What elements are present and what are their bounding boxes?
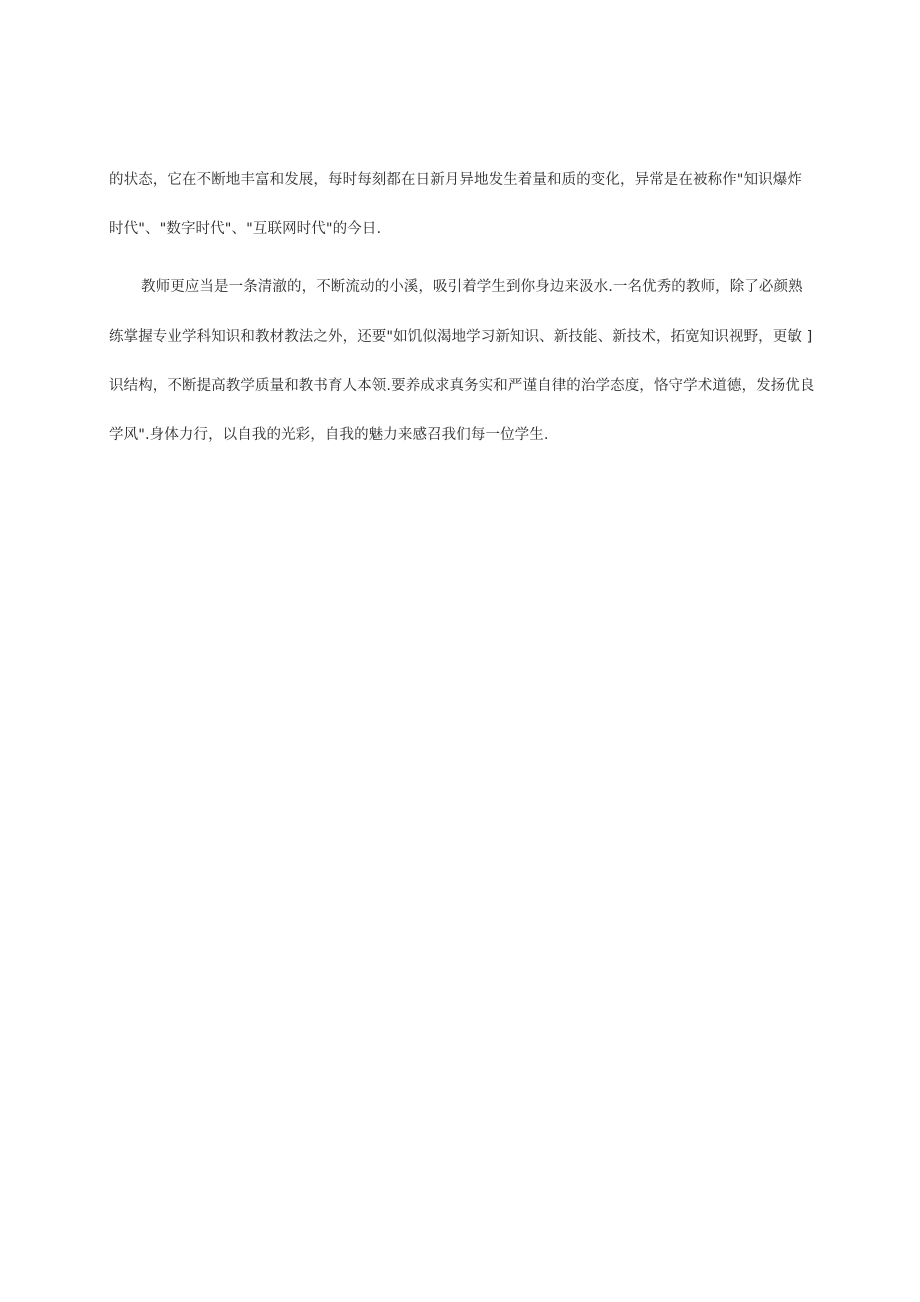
paragraph-1-line-1: 的状态，它在不断地丰富和发展，每时每刻都在日新月异地发生着量和质的变化，异常是在被称作"知识爆炸 (109, 172, 802, 188)
paragraph-2-line-2: 练掌握专业学科知识和教材教法之外，还要"如饥似渴地学习新知识、新技能、新技术，拓宽知识视野，更敏 ] (109, 329, 813, 345)
paragraph-2-line-3: 识结构，不断提高教学质量和教书育人本领.要养成求真务实和严谨自律的治学态度，恪守学术道德，发扬优良 (109, 378, 815, 394)
paragraph-2-line-1: 教师更应当是一条清澈的，不断流动的小溪，吸引着学生到你身边来汲水.一名优秀的教师，除了必颜熟 (141, 279, 803, 295)
paragraph-2-line-4: 学风".身体力行，以自我的光彩，自我的魅力来感召我们每一位学生. (109, 427, 549, 443)
paragraph-1-line-2: 时代"、"数字时代"、"互联网时代"的今日. (109, 221, 382, 237)
